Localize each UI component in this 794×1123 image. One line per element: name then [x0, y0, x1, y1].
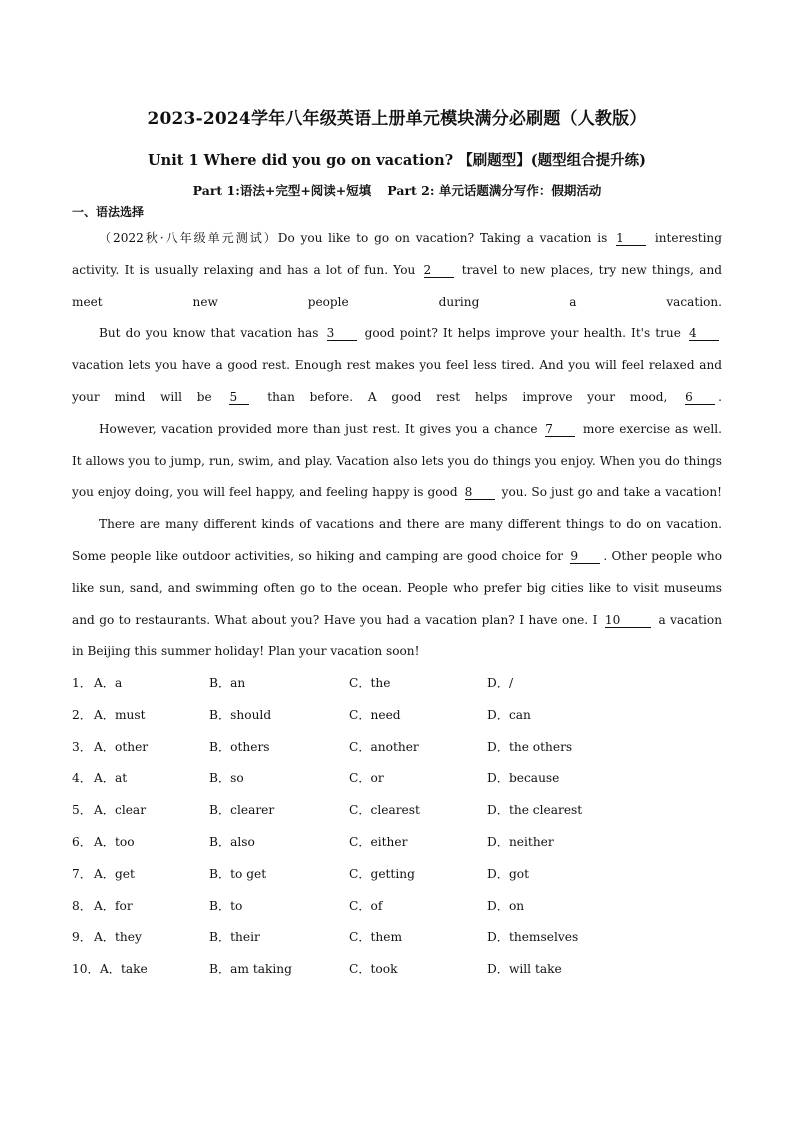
option-d[interactable]: D．the others — [487, 739, 573, 754]
option-c[interactable]: C．clearest — [349, 803, 420, 818]
blank-7: 7 — [545, 422, 575, 437]
option-c[interactable]: C．another — [349, 739, 419, 754]
option-b[interactable]: B．to — [209, 898, 243, 913]
option-d[interactable]: D．on — [487, 898, 525, 913]
passage-text: you. So just go and take a vacation! — [501, 485, 722, 500]
option-a[interactable]: A．for — [94, 898, 133, 913]
option-b[interactable]: B．so — [209, 771, 244, 786]
blank-3: 3 — [327, 326, 357, 341]
blank-9: 9 — [570, 549, 600, 564]
option-c[interactable]: C．of — [349, 898, 383, 913]
parts-line — [0, 181, 794, 199]
option-d[interactable]: D．the clearest — [487, 803, 583, 818]
option-b[interactable]: B．also — [209, 834, 255, 849]
question-row — [72, 735, 692, 767]
section-heading: 一、语法选择 — [72, 205, 145, 219]
blank-4: 4 — [689, 326, 719, 341]
passage-text: vacation lets you have a good rest. Enough rest makes you feel less tired. And you will feel relaxed and your mind will be — [72, 358, 722, 404]
question-number: 1． — [72, 676, 92, 690]
question-row — [72, 862, 692, 894]
option-d[interactable]: D．because — [487, 771, 560, 786]
question-row — [72, 703, 692, 735]
question-row — [72, 671, 692, 703]
option-d[interactable]: D．can — [487, 707, 531, 722]
option-c[interactable]: C．getting — [349, 866, 415, 881]
blank-5: 5 — [229, 390, 249, 405]
option-c[interactable]: C．took — [349, 962, 398, 977]
option-b[interactable]: B．clearer — [209, 803, 275, 818]
option-c[interactable]: C．or — [349, 771, 384, 786]
option-a[interactable]: A．take — [100, 962, 148, 977]
paragraph-2 — [72, 318, 722, 413]
blank-2: 2 — [424, 263, 454, 278]
blank-6: 6 — [685, 390, 715, 405]
question-row — [72, 766, 692, 798]
question-number: 9． — [72, 930, 92, 945]
option-c[interactable]: C．the — [349, 676, 391, 690]
option-d[interactable]: D．will take — [487, 962, 562, 977]
question-number: 2． — [72, 707, 92, 722]
option-a[interactable]: A．a — [94, 676, 123, 690]
passage-text: good point? It helps improve your health. It's true — [364, 326, 681, 341]
option-a[interactable]: A．must — [94, 707, 146, 722]
paragraph-1 — [72, 223, 722, 318]
passage-text: . Other people who like sun, sand, and swimming often go to the ocean. People who prefer big cities like to visit museums and go to restaurants. What about you? Have you had a vacation plan? I have one. I — [72, 548, 722, 627]
unit-subtitle: Unit 1 Where did you go on vacation? 【刷题型】(题型组合提升练) — [148, 152, 646, 169]
question-row — [72, 957, 692, 989]
option-d[interactable]: D．got — [487, 866, 529, 881]
passage-text: more exercise as well. It allows you to jump, run, swim, and play. Vacation also lets you do things you enjoy. When you do things you enjoy doing, you will feel happy, and feeling happy is good — [72, 421, 722, 500]
passage-text: travel to new places, try new things, and meet new people during a vacation. — [72, 262, 722, 309]
option-a[interactable]: A．too — [94, 834, 135, 849]
part-2-label: Part 2: 单元话题满分写作：假期活动 — [387, 183, 602, 198]
passage-text: a vacation in Beijing this summer holiday! Plan your vacation soon! — [72, 612, 722, 659]
option-d[interactable]: D．themselves — [487, 930, 579, 945]
question-number: 3． — [72, 739, 92, 754]
question-row — [72, 925, 692, 957]
question-number: 10． — [72, 962, 100, 977]
part-1-label: Part 1:语法+完型+阅读+短填 — [192, 183, 372, 198]
cloze-passage — [72, 223, 722, 668]
option-a[interactable]: A．clear — [94, 803, 147, 818]
option-b[interactable]: B．am taking — [209, 962, 292, 977]
answer-options — [72, 671, 692, 989]
option-b[interactable]: B．to get — [209, 866, 267, 881]
question-number: 7． — [72, 866, 92, 881]
question-row — [72, 830, 692, 862]
option-a[interactable]: A．get — [94, 866, 135, 881]
option-c[interactable]: C．either — [349, 834, 408, 849]
option-d[interactable]: D．neither — [487, 834, 554, 849]
passage-text: interesting activity. It is usually relaxing and has a lot of fun. You — [72, 231, 722, 277]
question-number: 4． — [72, 771, 92, 786]
question-row — [72, 894, 692, 926]
option-c[interactable]: C．them — [349, 930, 403, 945]
option-a[interactable]: A．they — [94, 930, 142, 945]
option-b[interactable]: B．an — [209, 676, 246, 690]
option-c[interactable]: C．need — [349, 707, 401, 722]
option-a[interactable]: A．other — [94, 739, 149, 754]
option-b[interactable]: B．should — [209, 707, 272, 722]
passage-text: However, vacation provided more than just rest. It gives you a chance — [99, 421, 538, 436]
question-number: 8． — [72, 898, 92, 913]
option-b[interactable]: B．others — [209, 739, 270, 754]
page-title: 2023-2024学年八年级英语上册单元模块满分必刷题（人教版） — [147, 109, 647, 129]
passage-text: . — [718, 389, 722, 404]
question-number: 5． — [72, 803, 92, 818]
question-row — [72, 798, 692, 830]
blank-10: 10 — [605, 613, 651, 628]
option-d[interactable]: D．/ — [487, 676, 514, 690]
blank-1: 1 — [616, 231, 646, 246]
passage-text: than before. A good rest helps improve your mood, — [267, 389, 668, 404]
option-b[interactable]: B．their — [209, 930, 260, 945]
passage-text: （2022秋·八年级单元测试）Do you like to go on vacation? Taking a vacation is — [99, 231, 608, 245]
passage-text: But do you know that vacation has — [99, 326, 319, 341]
option-a[interactable]: A．at — [94, 771, 128, 786]
question-number: 6． — [72, 834, 92, 849]
paragraph-4 — [72, 509, 722, 668]
paragraph-3 — [72, 414, 722, 509]
passage-text: There are many different kinds of vacations and there are many different things to do on vacation. Some people like outdoor activities, so hiking and camping are good choice for — [72, 517, 722, 563]
blank-8: 8 — [465, 485, 495, 500]
